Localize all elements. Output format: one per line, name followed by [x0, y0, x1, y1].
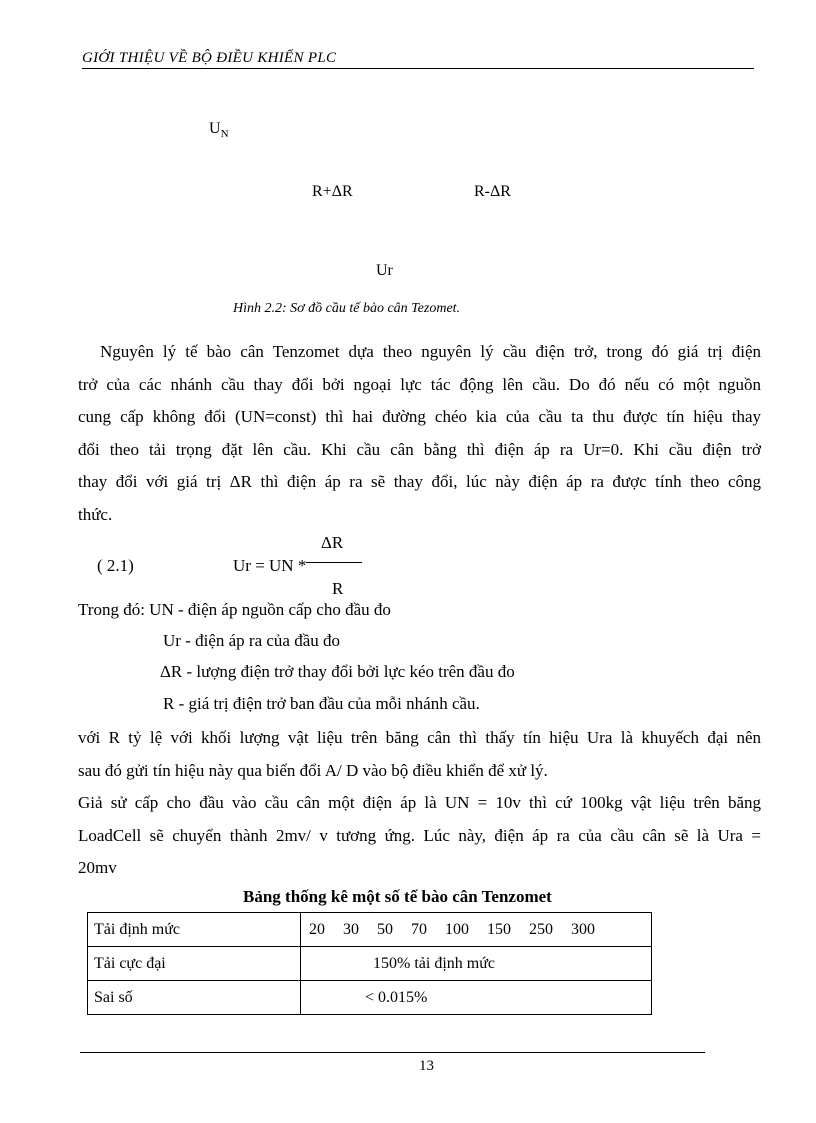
paragraph-line: đổi theo tải trọng đặt lên cầu. Khi cầu cân bằng thì điện áp ra Ur=0. Khi cầu điện trở	[78, 439, 761, 459]
page-header	[82, 50, 754, 69]
diagram-r-plus-label: R+ΔR	[312, 183, 353, 200]
fraction-bar	[306, 562, 362, 563]
table-row	[88, 981, 652, 1015]
definition-item: Ur - điện áp ra của đầu đo	[163, 631, 341, 650]
paragraph-line: với R tỷ lệ với khối lượng vật liệu trên băng cân thì thấy tín hiệu Ura là khuyếch đại nên	[78, 728, 761, 747]
formula-numerator: ΔR	[321, 533, 344, 552]
footer-rule	[80, 1052, 705, 1053]
table-cell-label: Tải định mức	[88, 913, 301, 947]
figure-caption: Hình 2.2: Sơ đồ cầu tế bào cân Tezomet.	[233, 301, 461, 316]
load-value: 20	[309, 920, 325, 938]
definition-intro: Trong đó: UN - điện áp nguồn cấp cho đầu đo	[78, 600, 391, 619]
paragraph-line: thức.	[78, 504, 113, 524]
load-value: 150	[487, 920, 511, 938]
table-cell-value: 150% tải định mức	[301, 947, 652, 981]
paragraph-line: LoadCell sẽ chuyển thành 2mv/ v tương ứng. Lúc này, điện áp ra của cầu cân sẽ là Ura =	[78, 825, 761, 845]
load-value: 70	[411, 920, 427, 938]
load-value: 30	[343, 920, 359, 938]
loadcell-table	[87, 912, 652, 1015]
table-cell-values	[301, 913, 652, 947]
formula-denominator: R	[332, 579, 344, 598]
paragraph-example	[78, 787, 761, 885]
paragraph-line: sau đó gửi tín hiệu này qua biến đổi A/ D vào bộ điều khiển để xử lý.	[78, 760, 548, 780]
paragraph-line: trở của các nhánh cầu thay đổi bởi ngoại lực tác động lên cầu. Do đó nếu có một nguồn	[78, 374, 761, 394]
load-value: 300	[571, 920, 595, 938]
definition-item: R - giá trị điện trở ban đầu của mỗi nhánh cầu.	[163, 694, 480, 713]
paragraph-line: 20mv	[78, 858, 117, 877]
table-cell-label: Sai số	[88, 981, 301, 1015]
table-row	[88, 947, 652, 981]
paragraph-ratio	[78, 722, 761, 787]
table-cell-label: Tải cực đại	[88, 947, 301, 981]
definition-item: ΔR - lượng điện trở thay đổi bởi lực kéo trên đầu đo	[160, 662, 515, 681]
load-value: 100	[445, 920, 469, 938]
paragraph-line: Nguyên lý tế bào cân Tenzomet dựa theo nguyên lý cầu điện trở, trong đó giá trị điện	[100, 342, 761, 361]
diagram-ur-label: Ur	[376, 262, 393, 279]
formula-lhs: Ur = UN *	[233, 556, 307, 575]
table-cell-value: < 0.015%	[301, 981, 652, 1015]
formula-number: ( 2.1)	[97, 556, 134, 575]
load-value: 250	[529, 920, 553, 938]
table-row	[88, 913, 652, 947]
paragraph-principle	[78, 336, 761, 531]
header-title: GIỚI THIỆU VỀ BỘ ĐIỀU KHIỂN PLC	[82, 50, 337, 66]
paragraph-line: thay đổi với giá trị ΔR thì điện áp ra sẽ thay đổi, lúc này điện áp ra được tính theo công	[78, 472, 761, 491]
diagram-r-minus-label: R-ΔR	[474, 183, 511, 200]
load-value: 50	[377, 920, 393, 938]
paragraph-line: cung cấp không đổi (UN=const) thì hai đường chéo kia của cầu ta thu được tín hiệu thay	[78, 407, 761, 426]
paragraph-line: Giả sử cấp cho đầu vào cầu cân một điện áp là UN = 10v thì cứ 100kg vật liệu trên băng	[78, 793, 761, 812]
page-number: 13	[419, 1058, 434, 1074]
table-title: Bảng thống kê một số tế bào cân Tenzomet	[243, 887, 552, 906]
diagram-un-label: $U_N$	[209, 120, 229, 141]
